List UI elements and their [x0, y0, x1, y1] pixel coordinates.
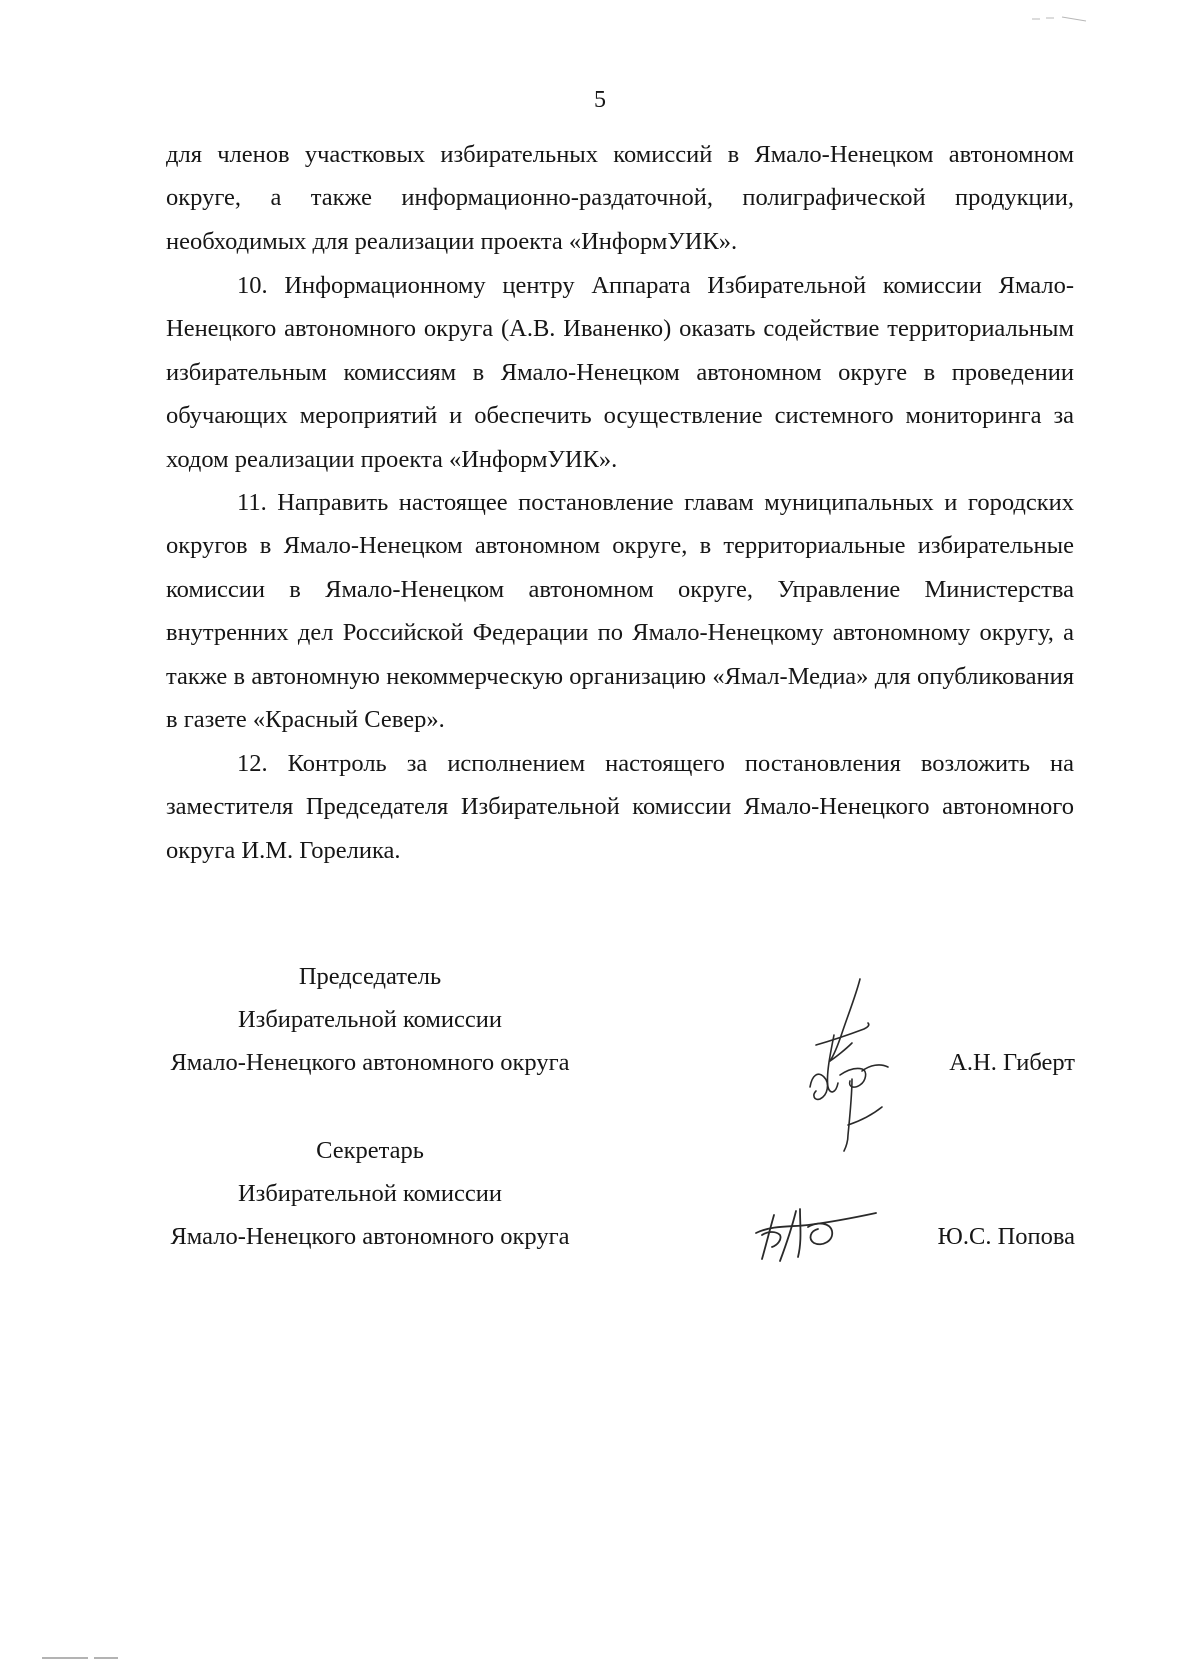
secretary-title-line: Ямало-Ненецкого автономного округа: [170, 1223, 570, 1250]
paragraph-item-12: 12. Контроль за исполнением настоящего постановления возложить на заместителя Председателя Избирательной комиссии Ямало-Ненецкого автономного округа И.М. Горелика.: [166, 750, 1074, 864]
chair-title-line: Ямало-Ненецкого автономного округа: [170, 1049, 570, 1076]
secretary-title-block: [150, 1129, 590, 1258]
secretary-handwritten-signature: [752, 1205, 882, 1265]
secretary-title-line: Секретарь: [316, 1137, 424, 1164]
page-number: 5: [594, 87, 606, 113]
chair-handwritten-signature: [790, 975, 900, 1155]
chair-name: А.Н. Гиберт: [949, 1049, 1075, 1076]
paragraph-continuation: для членов участковых избирательных комиссий в Ямало-Ненецком автономном округе, а также информационно-раздаточной, полиграфической продукции, необходимых для реализации проекта «ИнформУИК».: [166, 141, 1074, 255]
paragraph-item-11: 11. Направить настоящее постановление главам муниципальных и городских округов в Ямало-Ненецком автономном округе, в территориальные избирательные комиссии в Ямало-Ненецком автономном округе, Управление Министерства внутренних дел Российской Федерации по Ямало-Ненецкому автономному округу, а также в автономную некоммерческую организацию «Ямал-Медиа» для опубликования в газете «Красный Север».: [166, 489, 1074, 734]
secretary-name: Ю.С. Попова: [937, 1223, 1075, 1250]
paragraph-item-10: 10. Информационному центру Аппарата Избирательной комиссии Ямало-Ненецкого автономного округа (А.В. Иваненко) оказать содействие территориальным избирательным комиссиям в Ямало-Ненецком автономном округе в проведении обучающих мероприятий и обеспечить осуществление системного мониторинга за ходом реализации проекта «ИнформУИК».: [166, 272, 1074, 473]
chair-title-block: [150, 955, 590, 1084]
chair-title-line: Избирательной комиссии: [237, 1006, 503, 1033]
scan-artifact-bottom: [40, 1648, 120, 1654]
chair-title-line: Председатель: [298, 963, 442, 990]
secretary-title-line: Избирательной комиссии: [237, 1180, 503, 1207]
scan-artifact-top: [1030, 10, 1090, 20]
